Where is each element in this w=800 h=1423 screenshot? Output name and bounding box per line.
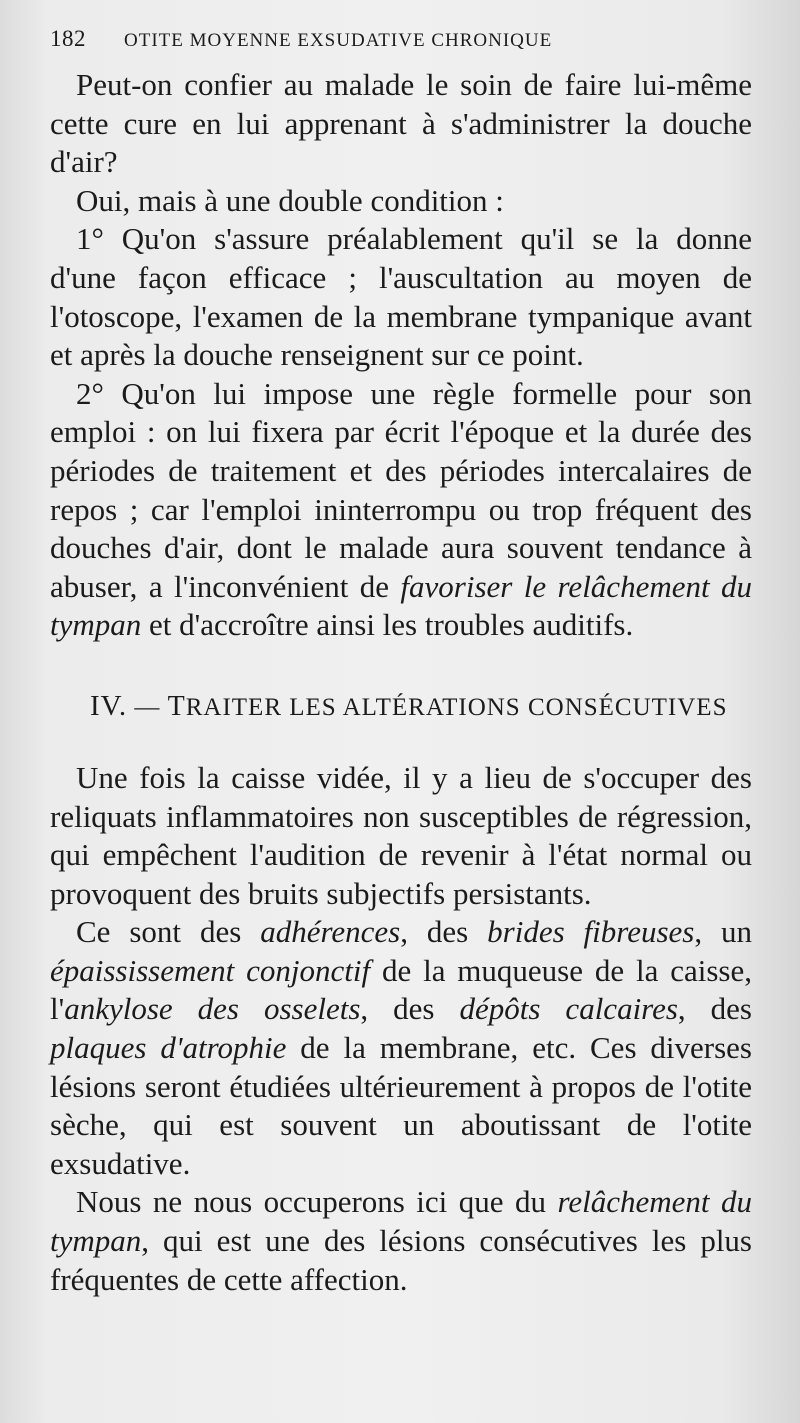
condition-2-text-end: et d'accroître ainsi les troubles auditifs.: [141, 607, 634, 643]
running-title: OTITE MOYENNE EXSUDATIVE CHRONIQUE: [124, 30, 553, 51]
p2-text-5: , des: [360, 991, 460, 1027]
p3-text-1: Nous ne nous occuperons ici que du: [76, 1184, 558, 1220]
p2-em-3: épaississement conjonctif: [50, 952, 371, 988]
p2-text-6: , des: [677, 991, 752, 1027]
section-title-rest: RAITER LES ALTÉRATIONS CONSÉCUTIVES: [185, 693, 728, 721]
section-paragraph-2: [50, 913, 752, 1183]
p2-em-6: plaques d'atrophie: [50, 1030, 287, 1066]
p2-em-2: brides fibreuses: [487, 914, 695, 950]
p2-em-1: adhérences: [260, 914, 401, 950]
running-head: [50, 26, 752, 66]
condition-2-emphasis: favoriser le relâchement du tympan: [50, 568, 752, 643]
p2-text-7: de la membrane, etc. Ces diverses lésions seront étudiées ultérieurement à propos de l'otite sèche, qui est souvent un aboutissant de l'otite exsudative.: [50, 1030, 752, 1181]
condition-2-text: 2° Qu'on lui impose une règle formelle pour son emploi : on lui fixera par écrit l'époque et la durée des périodes de traitement et des périodes intercalaires de repos ; car l'emploi ininterrompu ou trop fréquent des douches d'air, dont le malade aura souvent tendance à abuser, a l'inconvénient de: [50, 375, 752, 604]
p2-em-4: ankylose des osselets: [64, 991, 361, 1027]
p2-text-4: de la muqueuse de la caisse, l': [50, 952, 752, 1027]
p3-text-2: , qui est une des lésions consécutives les plus fréquentes de cette affection.: [50, 1223, 752, 1297]
section-heading: [50, 689, 752, 725]
p2-text-1: Ce sont des: [76, 914, 261, 950]
section-body: [50, 759, 752, 1299]
paragraph-answer: Oui, mais à une double condition :: [76, 182, 504, 218]
page-number: 182: [50, 26, 86, 51]
section-title-initial: T: [167, 690, 186, 722]
paragraph-condition-2: [50, 375, 752, 645]
section-paragraph-1: Une fois la caisse vidée, il y a lieu de s'occuper des reliquats inflammatoires non susceptibles de régression, qui empêchent l'audition de revenir à l'état normal ou provoquent des bruits subjectifs persistants.: [50, 759, 752, 911]
p3-em-1: relâchement du tympan: [50, 1184, 752, 1259]
section-number: IV.: [90, 689, 128, 722]
paragraph-question: Peut-on confier au malade le soin de faire lui-même cette cure en lui apprenant à s'administrer la douche d'air?: [50, 67, 752, 180]
p2-text-2: , des: [400, 914, 488, 950]
paragraph-condition-1: 1° Qu'on s'assure préalablement qu'il se la donne d'une façon efficace ; l'auscultation au moyen de l'otoscope, l'examen de la membrane tympanique avant et après la douche renseignent sur ce point.: [50, 221, 752, 373]
section-dash: —: [134, 693, 161, 721]
section-paragraph-3: [50, 1183, 752, 1299]
body-text: [50, 66, 752, 645]
p2-em-5: dépôts calcaires: [459, 991, 678, 1027]
p2-text-3: , un: [694, 914, 753, 950]
